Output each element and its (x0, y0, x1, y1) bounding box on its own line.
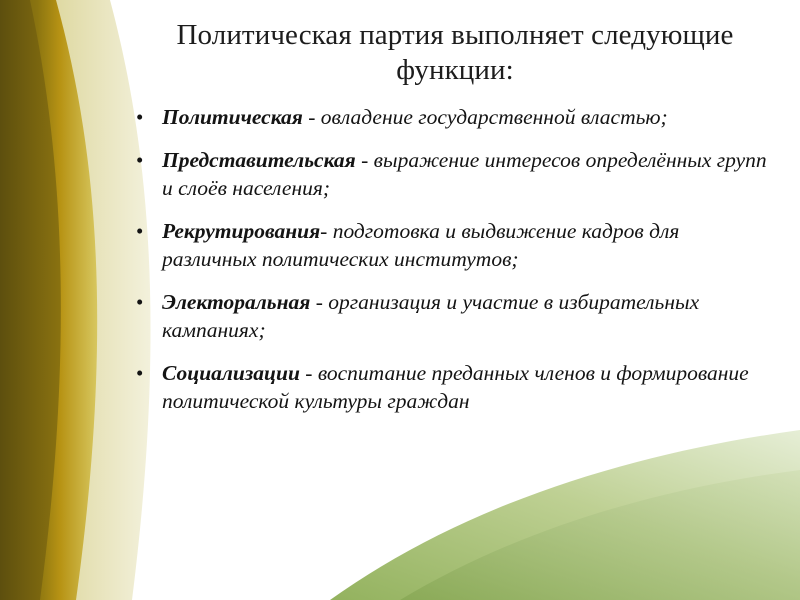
bullet-dot-icon: • (136, 218, 144, 243)
list-item-text: - овладение государственной властью; (302, 105, 668, 129)
list-item-lead: Рекрутирования (162, 218, 321, 243)
list-item-lead: Представительская (162, 147, 356, 172)
bullet-list (130, 104, 770, 430)
bullet-dot-icon: • (136, 289, 144, 314)
bullet-dot-icon: • (136, 105, 144, 129)
list-item-text: - подготовка и выдвижение кадров для различных политических институтов; (162, 218, 680, 271)
list-item (130, 104, 770, 132)
list-item (130, 289, 770, 345)
list-item-lead: Политическая (162, 105, 303, 129)
list-item-text: - выражение интересов определённых групп и слоёв населения; (162, 147, 767, 200)
list-item (130, 218, 770, 274)
slide-title: Политическая партия выполняет следующие функции: (176, 19, 734, 87)
list-item (130, 147, 770, 203)
list-item-lead: Электоральная (162, 289, 311, 314)
list-item-text: - воспитание преданных членов и формирование политической культуры граждан (162, 360, 749, 413)
bullet-dot-icon: • (136, 360, 144, 385)
list-item-lead: Социализации (162, 360, 300, 385)
bullet-dot-icon: • (136, 147, 144, 172)
list-item-text: - организация и участие в избирательных кампаниях; (162, 289, 700, 342)
list-item (130, 360, 770, 416)
